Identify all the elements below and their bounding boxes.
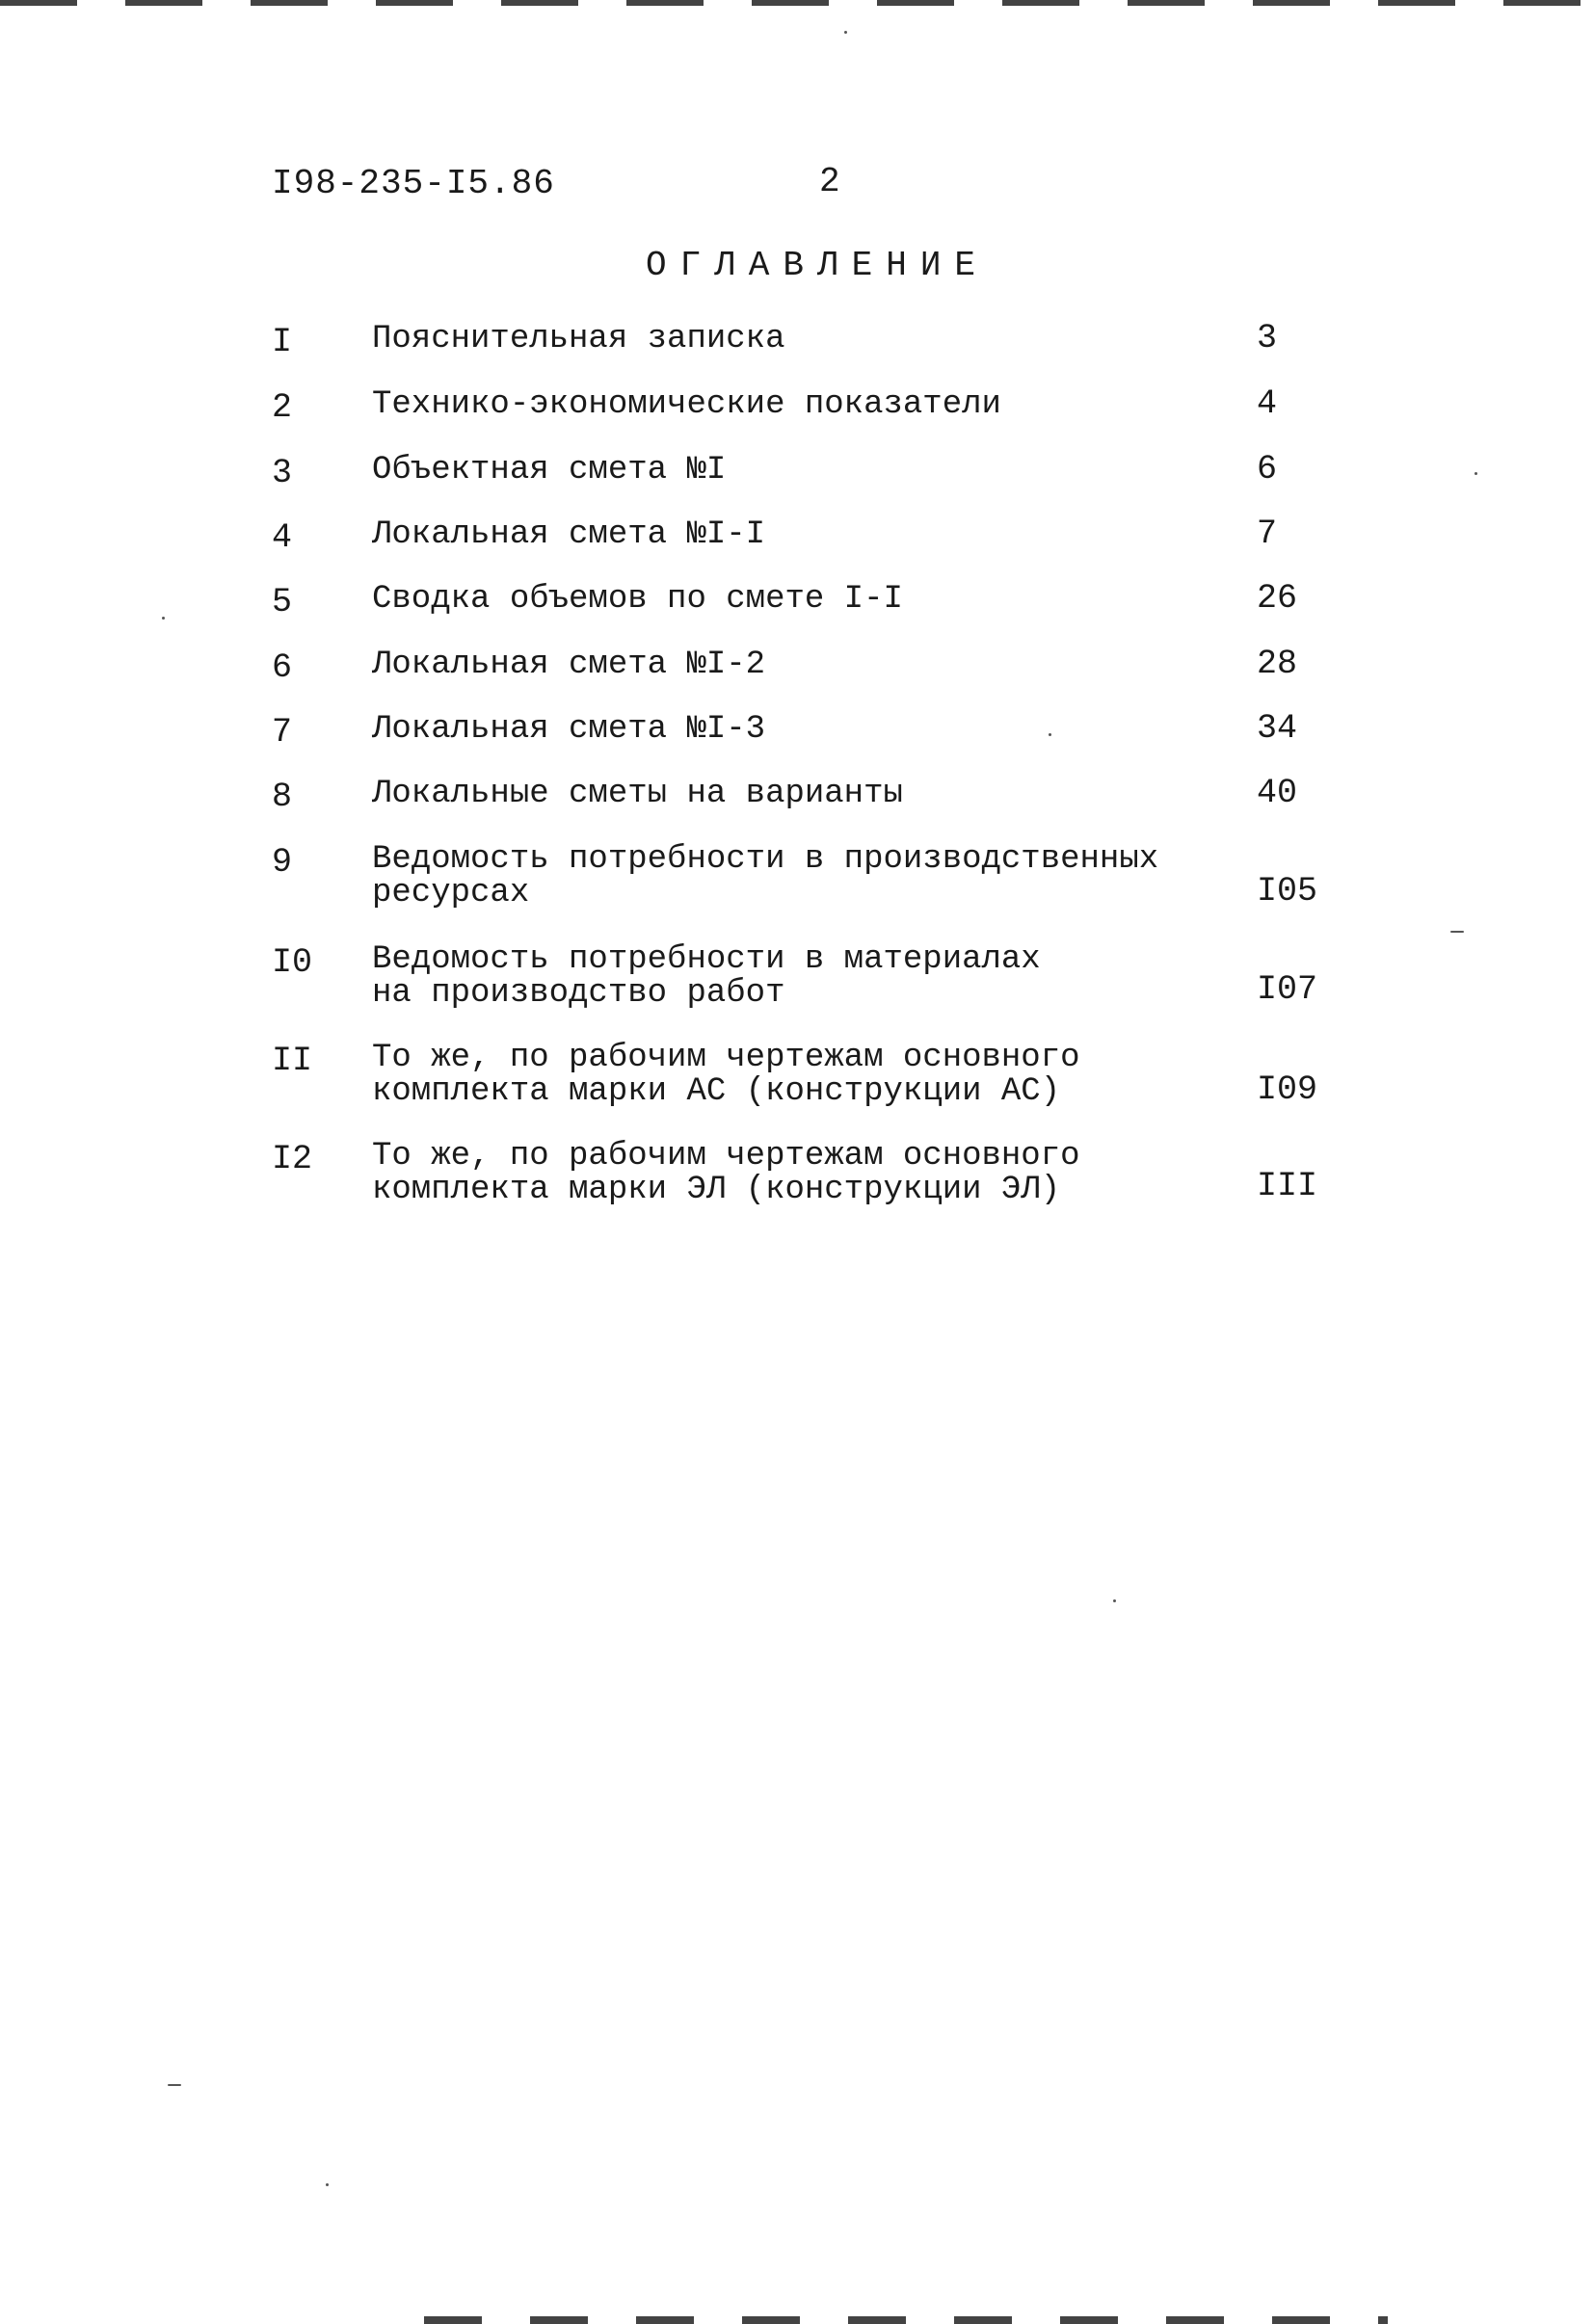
scan-speck bbox=[1049, 733, 1051, 736]
toc-item-number: 7 bbox=[272, 713, 293, 752]
toc-item-number: 9 bbox=[272, 843, 293, 882]
toc-item-page: 6 bbox=[1257, 450, 1278, 489]
toc-item-title: Сводка объемов по смете I-I bbox=[372, 581, 903, 618]
toc-item-number: 6 bbox=[272, 648, 293, 687]
toc-item-page: I09 bbox=[1257, 1070, 1318, 1109]
scan-speck bbox=[162, 617, 165, 620]
toc-item-title: Ведомость потребности в материалах на производство работ bbox=[372, 941, 1041, 1012]
toc-item-title: Локальная смета №I-3 bbox=[372, 711, 766, 748]
scan-speck bbox=[168, 2084, 181, 2086]
toc-item-page: 7 bbox=[1257, 515, 1278, 553]
toc-item-number: 3 bbox=[272, 454, 293, 492]
toc-item-title: Технико-экономические показатели bbox=[372, 386, 1001, 423]
scan-speck bbox=[844, 31, 847, 34]
scan-bottom-edge bbox=[424, 2316, 1388, 2324]
toc-title: ОГЛАВЛЕНИЕ bbox=[646, 246, 990, 285]
toc-item-page: I05 bbox=[1257, 872, 1318, 911]
toc-item-page: 34 bbox=[1257, 709, 1298, 748]
toc-item-number: 5 bbox=[272, 583, 293, 621]
toc-item-title: Локальные сметы на варианты bbox=[372, 776, 903, 812]
toc-item-title: Пояснительная записка bbox=[372, 321, 785, 357]
scan-speck bbox=[1474, 472, 1477, 475]
toc-item-page: 26 bbox=[1257, 579, 1298, 618]
toc-item-number: 8 bbox=[272, 778, 293, 816]
toc-item-title: Локальная смета №I-2 bbox=[372, 647, 766, 683]
toc-item-title: Локальная смета №I-I bbox=[372, 516, 766, 553]
scan-speck bbox=[326, 2183, 329, 2186]
scan-speck bbox=[1113, 1599, 1116, 1602]
page-number: 2 bbox=[819, 162, 840, 201]
toc-item-number: 4 bbox=[272, 518, 293, 557]
toc-item-page: 3 bbox=[1257, 319, 1278, 357]
toc-item-number: 2 bbox=[272, 388, 293, 427]
scan-top-edge bbox=[0, 0, 1594, 6]
toc-item-page: 4 bbox=[1257, 384, 1278, 423]
toc-item-number: I bbox=[272, 323, 293, 361]
toc-item-number: II bbox=[272, 1042, 313, 1080]
toc-item-number: I0 bbox=[272, 943, 313, 982]
toc-item-title: Ведомость потребности в производственных ресурсах bbox=[372, 841, 1159, 911]
document-code: I98-235-I5.86 bbox=[272, 164, 555, 203]
toc-item-title: То же, по рабочим чертежам основного комплекта марки АС (конструкции АС) bbox=[372, 1040, 1080, 1110]
toc-item-title: То же, по рабочим чертежам основного комплекта марки ЭЛ (конструкции ЭЛ) bbox=[372, 1138, 1080, 1208]
toc-item-number: I2 bbox=[272, 1140, 313, 1178]
toc-item-page: I07 bbox=[1257, 970, 1318, 1009]
scan-speck bbox=[1450, 931, 1464, 933]
toc-item-page: III bbox=[1257, 1167, 1318, 1205]
toc-item-title: Объектная смета №I bbox=[372, 452, 727, 489]
toc-item-page: 28 bbox=[1257, 645, 1298, 683]
toc-item-page: 40 bbox=[1257, 774, 1298, 812]
